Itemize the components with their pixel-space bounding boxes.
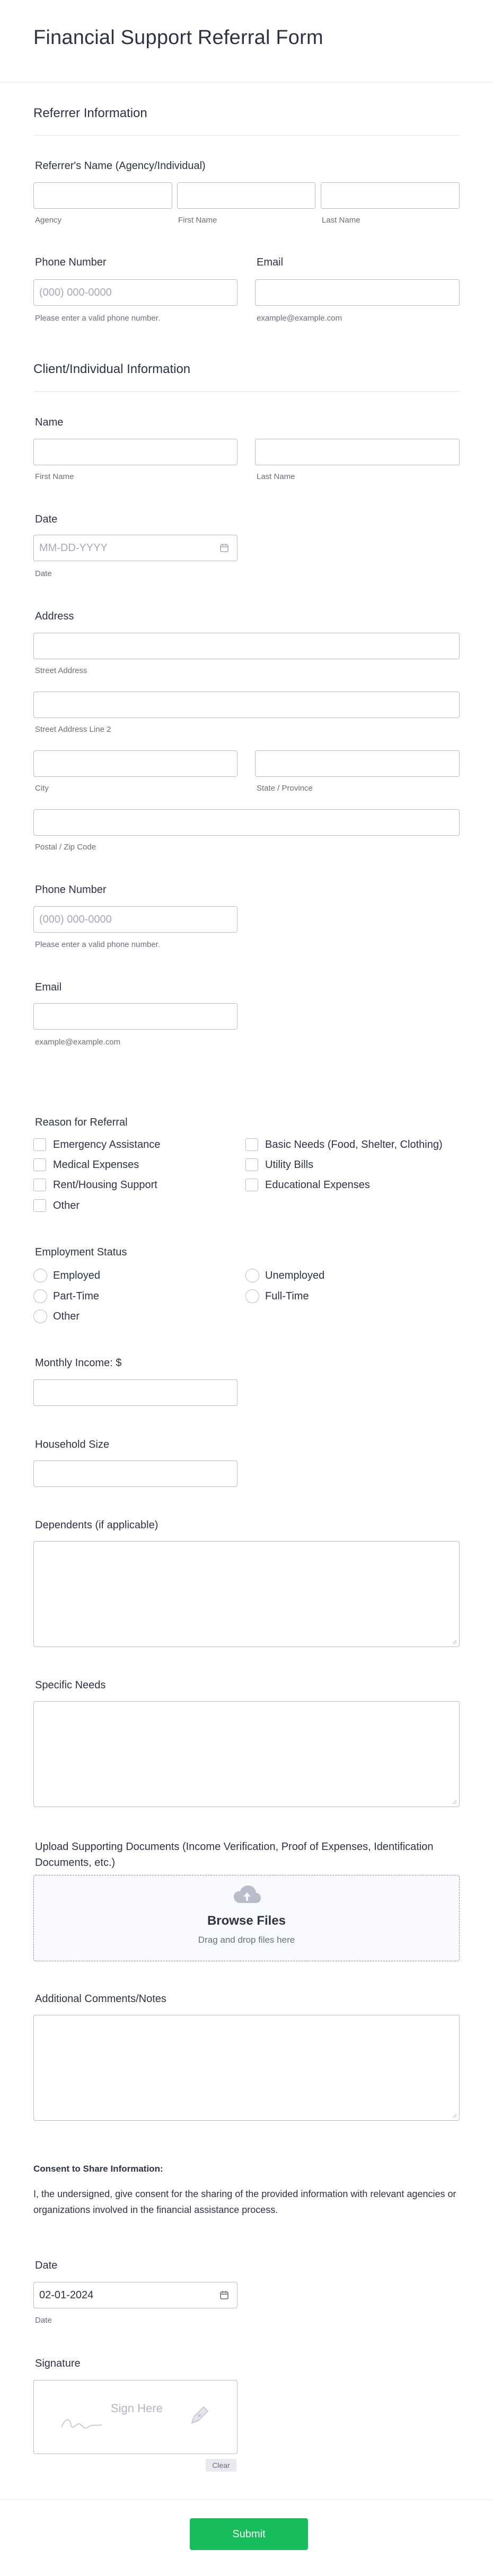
consent-heading: Consent to Share Information: [33, 2164, 163, 2174]
footer-divider [0, 2499, 493, 2500]
title-divider [0, 82, 493, 83]
household-label: Household Size [35, 1439, 110, 1450]
referrer-first-name-input[interactable] [177, 182, 315, 209]
employment-option-label: Other [53, 1311, 80, 1322]
client-email-label: Email [35, 981, 62, 993]
client-date-label: Date [35, 514, 58, 525]
client-section-title: Client/Individual Information [33, 362, 191, 376]
referrer-first-sublabel: First Name [178, 216, 217, 225]
employment-radio-employed[interactable] [33, 1269, 47, 1282]
reason-checkbox-rent[interactable] [33, 1179, 46, 1191]
street-address-2-input[interactable] [33, 692, 460, 718]
postal-input[interactable] [33, 809, 460, 836]
employment-option-label: Employed [53, 1270, 100, 1281]
reason-option-label: Emergency Assistance [53, 1139, 161, 1150]
sign-date-value: 02-01-2024 [39, 2289, 94, 2301]
client-phone-placeholder: (000) 000-0000 [39, 914, 112, 925]
drag-drop-label: Drag and drop files here [198, 1935, 295, 1945]
household-input[interactable] [33, 1460, 237, 1487]
sign-date-input[interactable] [33, 2282, 237, 2308]
employment-radio-other[interactable] [33, 1309, 47, 1323]
reason-option-label: Rent/Housing Support [53, 1179, 157, 1191]
client-date-sublabel: Date [35, 569, 52, 578]
reason-checkbox-educational[interactable] [245, 1179, 258, 1191]
resize-handle-icon[interactable] [452, 1799, 457, 1804]
client-phone-input[interactable] [33, 906, 237, 933]
employment-radio-unemployed[interactable] [245, 1269, 259, 1282]
referrer-email-label: Email [257, 256, 284, 268]
reason-checkbox-basic-needs[interactable] [245, 1138, 258, 1151]
reason-option-label: Basic Needs (Food, Shelter, Clothing) [265, 1139, 443, 1150]
state-input[interactable] [255, 750, 460, 777]
referrer-phone-input[interactable] [33, 279, 237, 306]
comments-label: Additional Comments/Notes [35, 1993, 166, 2005]
calendar-icon[interactable] [219, 2290, 229, 2300]
cloud-upload-icon [233, 1885, 261, 1905]
client-date-placeholder: MM-DD-YYYY [39, 542, 108, 554]
client-phone-label: Phone Number [35, 884, 107, 896]
upload-dropzone[interactable] [33, 1875, 460, 1961]
needs-label: Specific Needs [35, 1679, 106, 1691]
clear-signature-button[interactable]: Clear [206, 2459, 236, 2472]
client-phone-help: Please enter a valid phone number. [35, 940, 160, 949]
client-last-sublabel: Last Name [257, 472, 295, 481]
comments-textarea[interactable] [33, 2015, 460, 2121]
reason-checkbox-utility[interactable] [245, 1158, 258, 1171]
referrer-agency-sublabel: Agency [35, 216, 62, 225]
consent-text: I, the undersigned, give consent for the sharing of the provided information with relevant agencies or organizations involved in the financial assistance process. [33, 2189, 456, 2215]
client-first-name-input[interactable] [33, 439, 237, 465]
reason-checkbox-other[interactable] [33, 1199, 46, 1212]
reason-label: Reason for Referral [35, 1117, 128, 1128]
reason-option-label: Other [53, 1200, 80, 1211]
state-sublabel: State / Province [257, 784, 313, 793]
reason-checkbox-emergency[interactable] [33, 1138, 46, 1151]
client-name-label: Name [35, 417, 64, 428]
signature-pad[interactable] [33, 2380, 237, 2454]
referrer-phone-label: Phone Number [35, 256, 107, 268]
browse-files-label: Browse Files [207, 1914, 286, 1928]
reason-option-label: Utility Bills [265, 1159, 314, 1171]
referrer-name-label: Referrer's Name (Agency/Individual) [35, 160, 206, 172]
referrer-email-input[interactable] [255, 279, 460, 306]
referrer-last-sublabel: Last Name [322, 216, 360, 225]
street-address-sublabel: Street Address [35, 666, 87, 675]
client-date-input[interactable] [33, 535, 237, 561]
referrer-divider [33, 135, 460, 136]
needs-textarea[interactable] [33, 1701, 460, 1807]
employment-radio-full-time[interactable] [245, 1289, 259, 1303]
sign-here-hint: Sign Here [111, 2402, 163, 2415]
street-address-input[interactable] [33, 633, 460, 659]
city-sublabel: City [35, 784, 49, 793]
referrer-agency-input[interactable] [33, 182, 172, 209]
client-email-help: example@example.com [35, 1038, 121, 1047]
employment-option-label: Part-Time [53, 1290, 100, 1302]
upload-label: Upload Supporting Documents (Income Verification, Proof of Expenses, Identification Documents, etc.) [35, 1841, 434, 1869]
client-last-name-input[interactable] [255, 439, 460, 465]
income-input[interactable] [33, 1379, 237, 1406]
referrer-email-help: example@example.com [257, 314, 342, 323]
client-first-sublabel: First Name [35, 472, 74, 481]
reason-option-label: Medical Expenses [53, 1159, 139, 1171]
referrer-phone-placeholder: (000) 000-0000 [39, 287, 112, 298]
calendar-icon[interactable] [219, 543, 229, 553]
submit-button[interactable]: Submit [190, 2518, 308, 2550]
reason-checkbox-medical[interactable] [33, 1158, 46, 1171]
client-email-input[interactable] [33, 1003, 237, 1030]
employment-radio-part-time[interactable] [33, 1289, 47, 1303]
referrer-section-title: Referrer Information [33, 106, 147, 120]
resize-handle-icon[interactable] [452, 1639, 457, 1644]
postal-sublabel: Postal / Zip Code [35, 843, 96, 852]
street-address-2-sublabel: Street Address Line 2 [35, 725, 111, 734]
dependents-label: Dependents (if applicable) [35, 1519, 159, 1531]
client-divider [33, 391, 460, 392]
form-title: Financial Support Referral Form [33, 26, 323, 49]
resize-handle-icon[interactable] [452, 2113, 457, 2118]
referrer-last-name-input[interactable] [321, 182, 460, 209]
employment-option-label: Full-Time [265, 1290, 309, 1302]
reason-option-label: Educational Expenses [265, 1179, 370, 1191]
employment-option-label: Unemployed [265, 1270, 325, 1281]
dependents-textarea[interactable] [33, 1541, 460, 1647]
sign-date-label: Date [35, 2260, 58, 2271]
employment-label: Employment Status [35, 1246, 127, 1258]
city-input[interactable] [33, 750, 237, 777]
pen-icon [188, 2403, 212, 2427]
signature-scribble-icon [60, 2402, 103, 2433]
sign-date-sublabel: Date [35, 2316, 52, 2325]
income-label: Monthly Income: $ [35, 1357, 122, 1369]
signature-label: Signature [35, 2358, 81, 2369]
referrer-phone-help: Please enter a valid phone number. [35, 314, 160, 323]
client-address-label: Address [35, 610, 74, 622]
